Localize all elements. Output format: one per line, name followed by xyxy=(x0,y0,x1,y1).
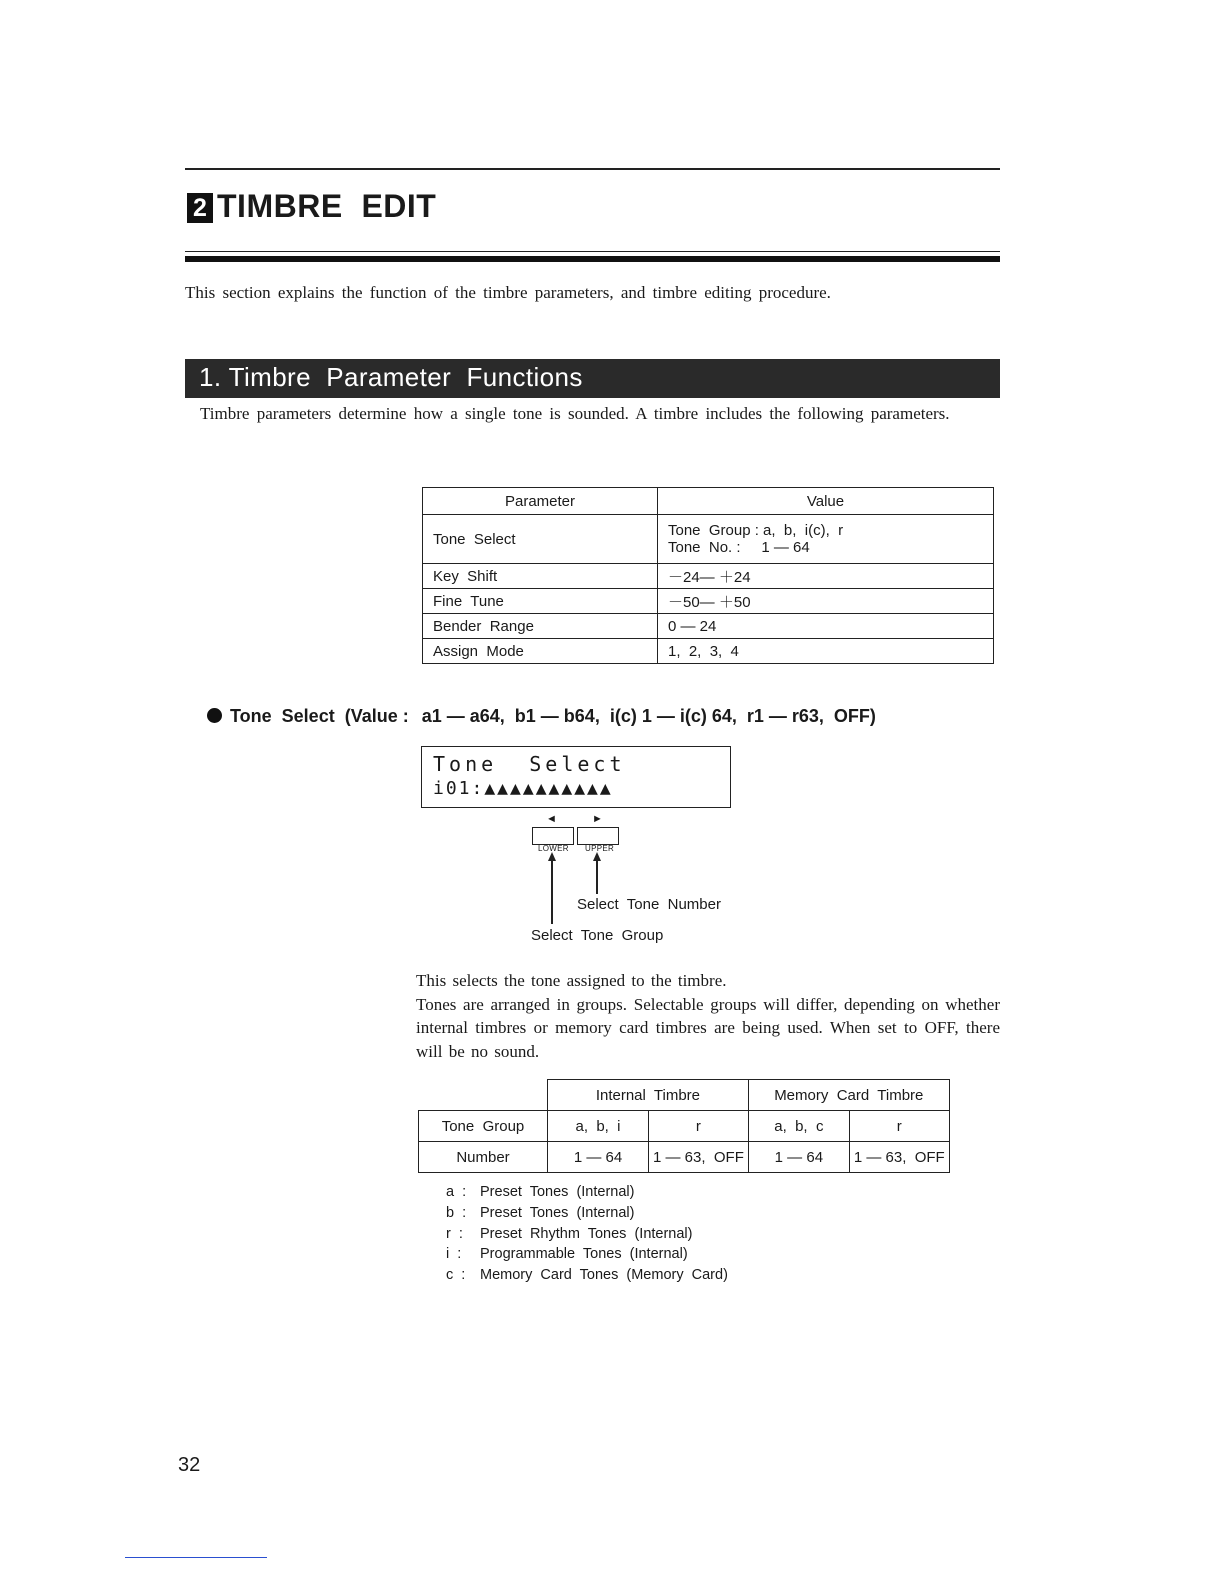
table-row xyxy=(423,639,994,664)
footer-rule xyxy=(125,1557,267,1558)
table-header-row xyxy=(419,1080,950,1111)
table-cell: r xyxy=(649,1111,749,1142)
tone-group-table xyxy=(418,1079,950,1173)
list-item xyxy=(446,1265,728,1286)
upper-button[interactable] xyxy=(577,827,619,845)
table-header-internal: Internal Timbre xyxy=(548,1080,749,1111)
tone-select-heading xyxy=(207,706,876,727)
legend-key: a : xyxy=(446,1184,467,1200)
header-rule-thick xyxy=(185,256,1000,262)
chapter-number-badge: 2 xyxy=(187,193,213,223)
table-cell: Fine Tune xyxy=(423,589,658,614)
heading-values: a1 — a64, b1 — b64, i(c) 1 — i(c) 64, r1 — r63, OFF) xyxy=(421,706,876,726)
table-header: Value xyxy=(658,488,994,515)
arrow-right-icon: ► xyxy=(592,813,603,825)
label-select-tone-number: Select Tone Number xyxy=(577,896,721,913)
legend-key: r : xyxy=(446,1225,463,1242)
lcd-line-2: i01:▲▲▲▲▲▲▲▲▲▲ xyxy=(433,778,613,799)
table-header-card: Memory Card Timbre xyxy=(748,1080,949,1111)
table-cell: Assign Mode xyxy=(423,639,658,664)
table-row-header: Number xyxy=(419,1142,548,1173)
list-item xyxy=(446,1244,728,1265)
tone-select-paragraph xyxy=(416,969,1000,1063)
legend-text: Preset Tones (Internal) xyxy=(480,1184,635,1200)
legend-text: Preset Tones (Internal) xyxy=(480,1204,635,1221)
chapter-title: TIMBRE EDIT xyxy=(217,188,437,224)
section-paragraph: Timbre parameters determine how a single tone is sounded. A timbre includes the following parameters. xyxy=(200,404,950,423)
table-header-row xyxy=(423,488,994,515)
pointer-line-number xyxy=(596,860,598,894)
legend-text: Memory Card Tones (Memory Card) xyxy=(480,1267,728,1284)
table-cell: r xyxy=(849,1111,949,1142)
parameter-table xyxy=(422,487,994,664)
heading-label: Tone Select (Value : xyxy=(230,706,409,726)
table-cell: 1 — 63, OFF xyxy=(649,1142,749,1173)
pointer-line-group xyxy=(551,860,553,924)
legend-text: Programmable Tones (Internal) xyxy=(480,1246,688,1263)
table-cell: 0 — 24 xyxy=(658,614,994,639)
table-row-header: Tone Group xyxy=(419,1111,548,1142)
arrow-left-icon: ◄ xyxy=(546,813,557,825)
table-row xyxy=(423,589,994,614)
legend-text: Preset Rhythm Tones (Internal) xyxy=(480,1225,693,1242)
table-cell: Tone Select xyxy=(423,515,658,564)
table-row xyxy=(423,515,994,564)
label-select-tone-group: Select Tone Group xyxy=(531,927,664,944)
header-rule-top xyxy=(185,168,1000,170)
legend-key: c : xyxy=(446,1267,466,1284)
value-line: Tone No. : 1 — 64 xyxy=(668,539,810,556)
legend-key: b : xyxy=(446,1204,467,1221)
page-number: 32 xyxy=(178,1454,201,1476)
paragraph-line: This selects the tone assigned to the timbre. xyxy=(416,971,727,990)
table-cell xyxy=(658,515,994,564)
header-rule-thin xyxy=(185,251,1000,252)
list-item xyxy=(446,1224,728,1245)
intro-text: This section explains the function of the timbre parameters, and timbre editing procedure. xyxy=(185,283,831,302)
upper-button-label: UPPER xyxy=(585,844,615,853)
group-legend xyxy=(446,1182,728,1286)
table-row xyxy=(423,564,994,589)
table-cell: －50— ＋50 xyxy=(658,589,994,614)
table-cell: Key Shift xyxy=(423,564,658,589)
table-cell: Bender Range xyxy=(423,614,658,639)
table-cell: 1 — 64 xyxy=(748,1142,849,1173)
table-cell: a, b, c xyxy=(748,1111,849,1142)
table-cell: －24— ＋24 xyxy=(658,564,994,589)
table-corner xyxy=(419,1080,548,1111)
list-item xyxy=(446,1203,728,1224)
table-row xyxy=(423,614,994,639)
bullet-icon xyxy=(207,708,222,723)
table-cell: 1 — 63, OFF xyxy=(849,1142,949,1173)
lower-button[interactable] xyxy=(532,827,574,845)
table-row xyxy=(419,1111,950,1142)
table-cell: a, b, i xyxy=(548,1111,649,1142)
lower-button-label: LOWER xyxy=(538,844,569,853)
table-row xyxy=(419,1142,950,1173)
legend-key: i : xyxy=(446,1246,462,1263)
lcd-line-1: Tone Select xyxy=(433,752,626,776)
list-item xyxy=(446,1182,728,1203)
table-header: Parameter xyxy=(423,488,658,515)
table-cell: 1 — 64 xyxy=(548,1142,649,1173)
section-title: 1. Timbre Parameter Functions xyxy=(199,362,583,392)
table-cell: 1, 2, 3, 4 xyxy=(658,639,994,664)
value-line: Tone Group : a, b, i(c), r xyxy=(668,522,844,539)
paragraph-text: Tones are arranged in groups. Selectable groups will differ, depending on whether internal timbres or memory card timbres are being used. When set to OFF, there will be no sound. xyxy=(416,994,1000,1061)
